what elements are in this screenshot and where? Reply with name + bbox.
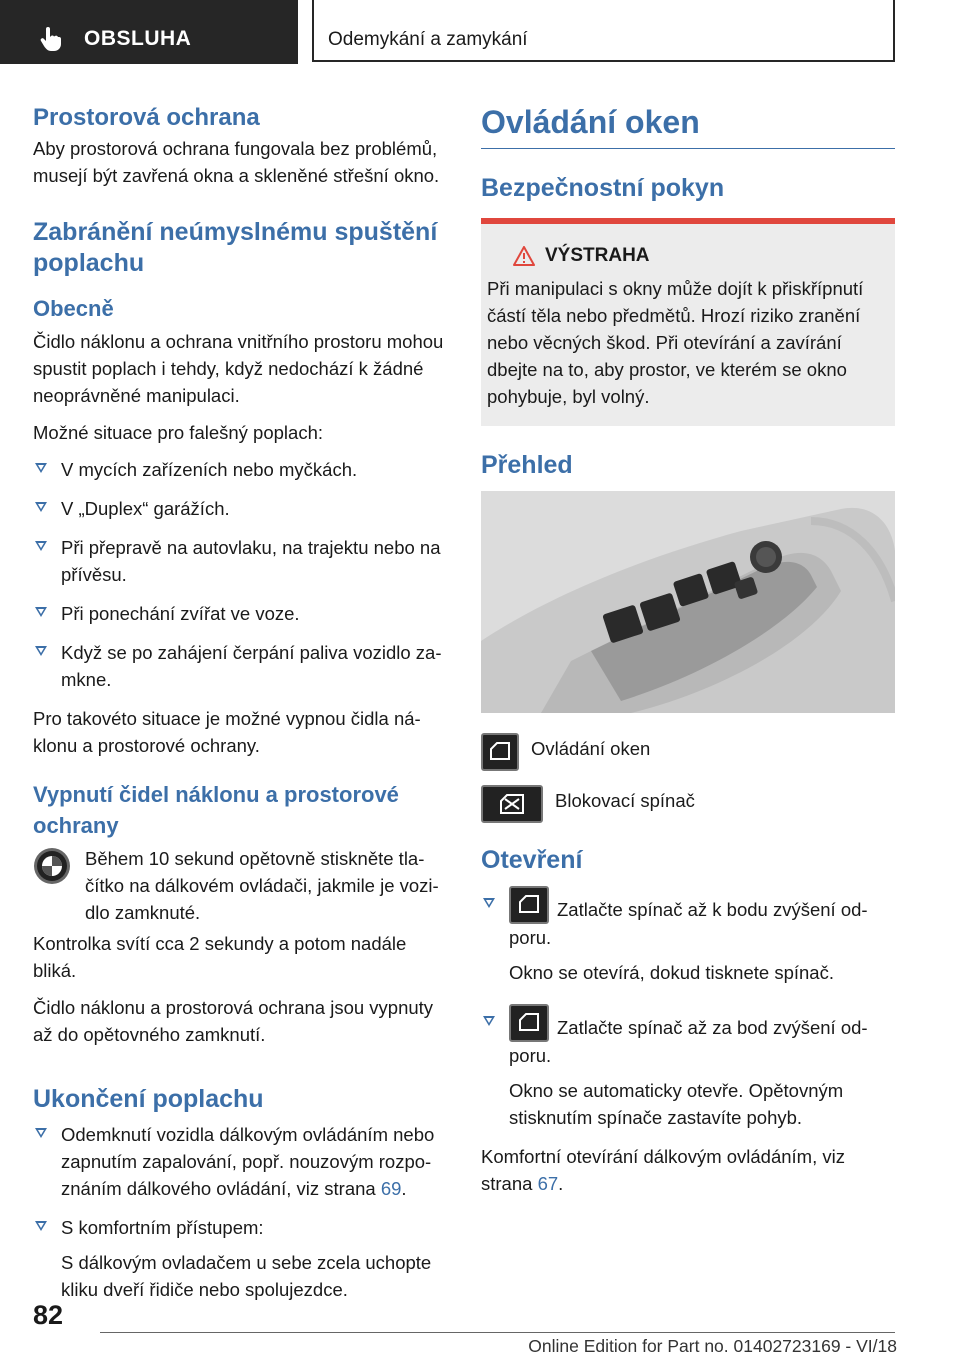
door-panel-illustration bbox=[481, 491, 895, 713]
legend-label: Ovládání oken bbox=[531, 738, 651, 759]
bmw-key-button-icon bbox=[33, 847, 71, 885]
subheading-obecne: Obecně bbox=[33, 296, 114, 321]
heading-ukonceni: Ukončení poplachu bbox=[33, 1085, 264, 1113]
right-column bbox=[481, 102, 895, 1207]
window-switch-icon bbox=[481, 733, 519, 771]
alarm-end-list bbox=[33, 1121, 447, 1303]
section-label: OBSLUHA bbox=[84, 27, 192, 50]
warning-header bbox=[487, 242, 887, 269]
heading-ovladani-oken: Ovládání oken bbox=[481, 104, 700, 140]
warning-box bbox=[481, 218, 895, 426]
paragraph: Pro takovéto situace je možné vypnou čidla náklonu a prostorové ochrany. bbox=[33, 708, 421, 756]
list-item: V mycích zařízeních nebo myčkách. bbox=[33, 456, 447, 483]
legend-label: Blokovací spínač bbox=[555, 790, 695, 811]
window-switch-photo bbox=[481, 491, 895, 713]
triangle-bullet-icon bbox=[483, 898, 495, 908]
heading-zabraneni: Zabránění neúmyslnému spuštění poplachu bbox=[33, 218, 438, 277]
warning-label: VÝSTRAHA bbox=[545, 245, 650, 266]
hand-pointer-icon bbox=[40, 27, 62, 51]
subheading-vypnuti: Vypnutí čidel náklonu a prostorové ochrany bbox=[33, 782, 399, 838]
left-column bbox=[33, 102, 447, 1315]
list-item: S komfortním přístupem: S dálkovým ovladačem u sebe zcela uchopte kliku dveří řidiče nebo spolujezdce. bbox=[33, 1214, 447, 1303]
triangle-bullet-icon bbox=[35, 463, 47, 473]
paragraph: Čidlo náklonu a prostorová ochrana jsou vypnuty až do opětovného zamknutí. bbox=[33, 997, 434, 1045]
triangle-bullet-icon bbox=[35, 607, 47, 617]
triangle-bullet-icon bbox=[35, 1128, 47, 1138]
page-link-67[interactable]: 67 bbox=[537, 1173, 559, 1194]
triangle-bullet-icon bbox=[35, 646, 47, 656]
legend-item bbox=[481, 785, 895, 823]
list-item-detail: Okno se automaticky otevře. Opětovným stisknutím spínače zastavíte pohyb. bbox=[509, 1080, 844, 1128]
paragraph: Komfortní otevírání dálkovým ovládáním, viz strana 67. bbox=[481, 1146, 845, 1194]
window-switch-icon bbox=[509, 886, 549, 924]
warning-triangle-icon bbox=[513, 246, 535, 266]
paragraph: Aby prostorová ochrana fungovala bez problémů, musejí být zavřená okna a skleněné střešní okno. bbox=[33, 138, 440, 186]
list-item: Při přepravě na autovlaku, na trajektu nebo na přívěsu. bbox=[33, 534, 447, 588]
list-item-detail: Okno se otevírá, dokud tisknete spínač. bbox=[509, 962, 834, 983]
chapter-title: Odemykání a zamykání bbox=[328, 29, 528, 50]
footer-divider bbox=[100, 1332, 895, 1333]
paragraph: Možné situace pro falešný poplach: bbox=[33, 422, 324, 443]
open-list bbox=[481, 886, 895, 1131]
list-item: Při ponechání zvířat ve voze. bbox=[33, 600, 447, 627]
list-item: Když se po zahájení čerpání paliva vozidlo zamkne. bbox=[33, 639, 447, 693]
heading-prehled: Přehled bbox=[481, 451, 573, 479]
false-alarm-list bbox=[33, 456, 447, 693]
warning-text: Při manipulaci s okny může dojít k přiskřípnutí částí těla nebo předmětů. Hrozí riziko zranění nebo věcných škod. Při otevírání a zavírání dbejte na to, aby prostor, ve kterém se okno pohybuje, byl volný. bbox=[487, 278, 864, 407]
triangle-bullet-icon bbox=[35, 541, 47, 551]
paragraph: Kontrolka svítí cca 2 sekundy a potom nadále bliká. bbox=[33, 933, 407, 981]
list-item: Odemknutí vozidla dálkovým ovládáním nebo zapnutím zapalování, popř. nouzovým rozpoznáním dálkového ovládání, viz strana 69. bbox=[33, 1121, 447, 1202]
heading-otevreni: Otevření bbox=[481, 846, 583, 874]
triangle-bullet-icon bbox=[35, 502, 47, 512]
legend-item bbox=[481, 733, 895, 771]
paragraph: Čidlo náklonu a ochrana vnitřního prostoru mohou spustit poplach i tehdy, když nedochází k žádné neoprávněné manipulaci. bbox=[33, 331, 444, 406]
lock-switch-icon bbox=[481, 785, 543, 823]
bmw-instruction bbox=[33, 845, 447, 930]
list-item-detail: S dálkovým ovladačem u sebe zcela uchopte kliku dveří řidiče nebo spolujezdce. bbox=[61, 1252, 432, 1300]
triangle-bullet-icon bbox=[483, 1016, 495, 1026]
list-item: Zatlačte spínač až za bod zvýšení odporu. Okno se automaticky otevře. Opětovným stisknutím spínače zastavíte pohyb. bbox=[481, 1004, 895, 1131]
page-number: 82 bbox=[33, 1300, 64, 1330]
footer-edition: Online Edition for Part no. 01402723169 - VI/18 bbox=[528, 1336, 897, 1356]
list-item: V „Duplex“ garážích. bbox=[33, 495, 447, 522]
paragraph: Během 10 sekund opětovně stiskněte tlačítko na dálkovém ovládači, jakmile je vozidlo zamknuté. bbox=[85, 848, 439, 923]
window-switch-icon bbox=[509, 1004, 549, 1042]
list-item: Zatlačte spínač až k bodu zvýšení odporu. Okno se otevírá, dokud tisknete spínač. bbox=[481, 886, 895, 986]
triangle-bullet-icon bbox=[35, 1221, 47, 1231]
page-link-69[interactable]: 69 bbox=[380, 1178, 402, 1199]
h1-wrapper bbox=[481, 102, 895, 149]
heading-bezpecnostni-pokyn: Bezpečnostní pokyn bbox=[481, 174, 725, 202]
heading-prostorova-ochrana: Prostorová ochrana bbox=[33, 104, 260, 131]
